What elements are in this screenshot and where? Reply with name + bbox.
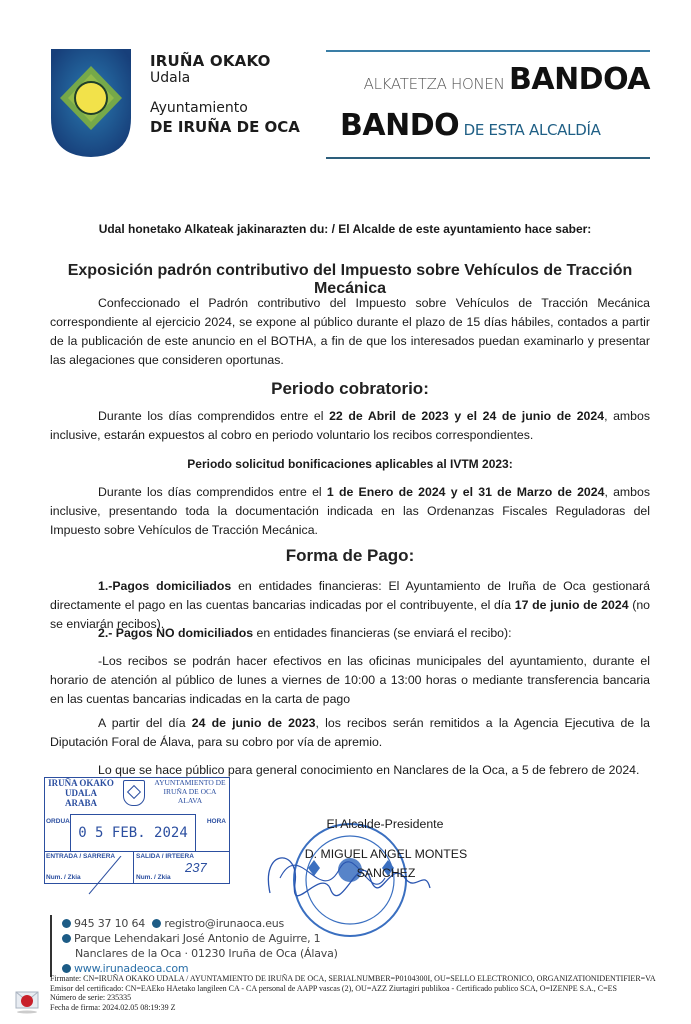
contact-address-line2: Nanclares de la Oca · 01230 Iruña de Oca (Álava) <box>75 947 338 960</box>
paragraph-periodo <box>50 407 650 445</box>
pagos-domiciliados-label: 1.-Pagos domiciliados <box>98 579 232 593</box>
pagos-no-domiciliados-label: 2.- Pagos NO domiciliados <box>98 626 254 640</box>
website-link[interactable]: www.irunadeoca.com <box>74 962 189 975</box>
stamp-registry-number: 237 <box>185 860 207 875</box>
periodo-dates: 22 de Abril de 2023 y el 24 de junio de 2024 <box>329 409 605 423</box>
contact-phone-email <box>62 917 284 930</box>
registry-stamp <box>44 777 230 884</box>
address-line: Parque Lehendakari José Antonio de Aguirre, 1 <box>74 932 321 945</box>
header-rule-top <box>326 50 650 52</box>
signatory-title: El Alcalde-Presidente <box>326 817 444 831</box>
municipality-name-es: DE IRUÑA DE OCA <box>150 118 300 136</box>
cargo-date: 17 de junio de 2024 <box>514 598 629 612</box>
stamp-text: IRUÑA OKAKO <box>48 778 114 788</box>
bando-es-word: BANDO <box>340 108 460 143</box>
apremio-date: 24 de junio de 2023 <box>191 716 316 730</box>
phone-number: 945 37 10 64 <box>74 917 146 930</box>
esig-firmante: Firmante: CN=IRUÑA OKAKO UDALA / AYUNTAMIENTO DE IRUÑA DE OCA, SERIALNUMBER=P0104300I, OU=SELLO ELECTRONICO, ORGANIZATIONIDENTIFIER=VA <box>50 974 656 983</box>
globe-icon <box>62 964 71 973</box>
stamp-pen-stroke <box>85 856 125 896</box>
paragraph-bonificaciones <box>50 483 650 540</box>
stamp-text: UDALA <box>64 788 97 798</box>
bando-eu-prefix: ALKATETZA HONEN <box>363 75 505 93</box>
stamp-text: ARABA <box>64 798 97 808</box>
location-icon <box>62 934 71 943</box>
stamp-text: IRUÑA DE OCA <box>163 787 217 796</box>
stamp-num-label: Num. / Zkia <box>46 874 81 881</box>
stamp-num-label: Num. / Zkia <box>136 874 171 881</box>
paragraph-apremio <box>50 714 650 752</box>
closing-line: Lo que se hace público para general conocimiento en Nanclares de la Oca, a 5 de febrero de 2024. <box>98 763 640 777</box>
email-address[interactable]: registro@irunaoca.eus <box>164 917 285 930</box>
municipality-udala: Udala <box>150 70 191 86</box>
stamp-text: AYUNTAMIENTO DE <box>154 778 226 787</box>
municipality-ayuntamiento: Ayuntamiento <box>150 100 248 116</box>
text: en entidades financieras (se enviará el recibo): <box>253 626 512 640</box>
stamp-date: 0 5 FEB. 2024 <box>70 814 196 852</box>
contact-address-line1 <box>62 932 320 945</box>
stamp-emblem-icon <box>123 780 145 806</box>
stamp-salida-label: SALIDA / IRTEERA <box>136 853 194 860</box>
text: , ambos inclusive, estarán expuestos al cobro en periodo voluntario los recibos correspondientes. <box>50 409 650 442</box>
esig-serial: Número de serie: 235335 <box>50 993 132 1002</box>
bando-es-suffix: DE ESTA ALCALDÍA <box>463 121 601 139</box>
stamp-divider <box>133 851 134 883</box>
heading-bonificaciones: Periodo solicitud bonificaciones aplicables al IVTM 2023: <box>187 457 513 471</box>
heading-forma-de-pago: Forma de Pago: <box>285 546 415 565</box>
electronic-signature-info <box>50 974 690 1012</box>
paragraph-oficinas: -Los recibos se podrán hacer efectivos en las oficinas municipales del ayuntamiento, durante el horario de atención al público de lunes a viernes de 10:00 a 13:00 horas o mediante transferencia bancaria en las cuentas bancarias indicadas en la carta de pago <box>50 654 650 706</box>
paragraph-padron: Confeccionado el Padrón contributivo del Impuesto sobre Vehículos de Tracción Mecánica correspondiente al ejercicio 2024, se expone al público durante el plazo de 15 días hábiles, contados a partir de la publicación de este anuncio en el BOTHA, a fin de que los interesados puedan examinarlo y presentar las alegaciones que consideren oportunas. <box>50 296 650 367</box>
text: (no se enviarán recibos). <box>50 598 650 631</box>
text: en entidades financieras: El Ayuntamiento de Iruña de Oca gestionará directamente el pago en las cuentas bancarias indicadas por el contribuyente, el día <box>50 579 650 612</box>
bonif-dates: 1 de Enero de 2024 y el 31 de Marzo de 2024 <box>326 485 605 499</box>
digital-signature-seal-icon <box>14 988 40 1014</box>
heading-periodo-cobratorio: Periodo cobratorio: <box>271 379 429 398</box>
stamp-entrada-label: ENTRADA / SARRERA <box>46 853 116 860</box>
stamp-ordua-label: ORDUA <box>46 818 70 825</box>
contact-accent-bar <box>50 915 52 977</box>
esig-emisor: Emisor del certificado: CN=EAEko HAetako langileen CA - CA personal de AAPP vascas (2), OU=AZZ Ziurtagiri publikoa - Certificado publico SCA, O=IZENPE S.A., C=ES <box>50 983 617 993</box>
signatory-name: D. MIGUEL ANGEL MONTES SANCHEZ <box>304 847 468 880</box>
stamp-divider <box>45 851 229 852</box>
municipal-shield-logo <box>50 48 132 158</box>
stamp-right-header <box>151 778 229 805</box>
bando-eu-word: BANDOA <box>508 62 650 97</box>
bando-title-eu <box>326 62 650 97</box>
text: , ambos inclusive, presentando toda la documentación indicada en las Ordenanzas Fiscales Reguladoras del Impuesto sobre Vehículos de Tracción Mecánica. <box>50 485 650 537</box>
email-icon <box>152 919 161 928</box>
phone-icon <box>62 919 71 928</box>
text: Durante los días comprendidos entre el <box>98 485 327 499</box>
header-rule-bottom <box>326 157 650 159</box>
bando-title-es <box>340 108 601 143</box>
stamp-left-header <box>45 778 117 808</box>
text: A partir del día <box>98 716 192 730</box>
esig-date: Fecha de firma: 2024.02.05 08:19:39 Z <box>50 1002 176 1012</box>
stamp-text: ALAVA <box>177 796 203 805</box>
stamp-hora-label: HORA <box>206 818 226 825</box>
announcement-line: Udal honetako Alkateak jakinarazten du: / El Alcalde de este ayuntamiento hace saber: <box>98 222 592 236</box>
municipality-name-eu: IRUÑA OKAKO <box>150 52 271 70</box>
paragraph-pagos-no-domiciliados <box>50 624 650 643</box>
text: Durante los días comprendidos entre el <box>98 409 330 423</box>
text: , los recibos serán remitidos a la Agencia Ejecutiva de la Diputación Foral de Álava, para su cobro por vía de apremio. <box>50 716 650 749</box>
notice-title: Exposición padrón contributivo del Impuesto sobre Vehículos de Tracción Mecánica <box>67 262 633 297</box>
